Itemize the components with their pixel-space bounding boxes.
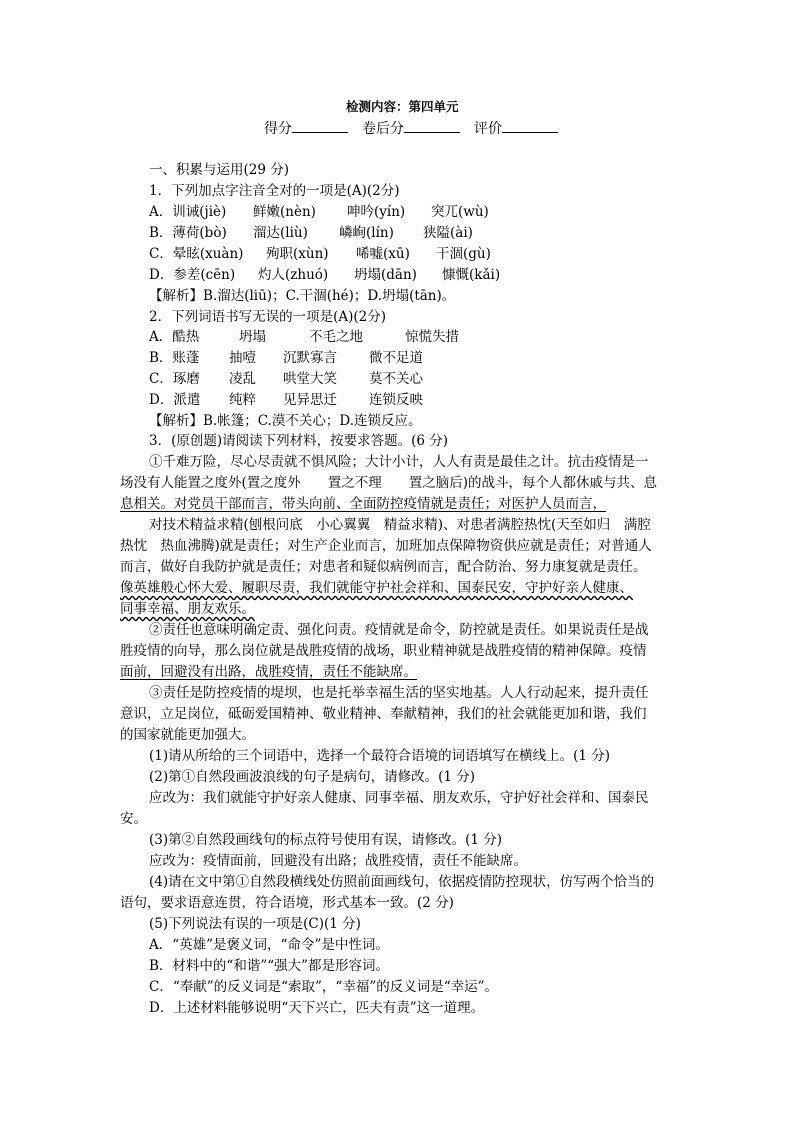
q1-analysis: 【解析】B.溜达(liū)；C.干涸(hé)；D.坍塌(tān)。 bbox=[149, 288, 456, 304]
q3-sub2-answer: 安。 bbox=[120, 811, 147, 827]
score-label: 得分 bbox=[264, 121, 292, 137]
section-heading: 一、积累与运用(29 分) bbox=[149, 162, 290, 178]
q3-sub5-option-d: D．上述材料能够说明“天下兴亡，匹夫有责”这一道理。 bbox=[149, 1000, 485, 1016]
q3-sub5-option-b: B．材料中的“和谐”“强大”都是形容词。 bbox=[149, 958, 390, 974]
q3-sub5: (5)下列说法有误的一项是(C)(1 分) bbox=[149, 916, 361, 932]
q3-sub4: 语句，要求语意连贯，符合语境，形式基本一致。(2 分) bbox=[120, 895, 454, 911]
q3-paragraph1-line: 热忱 热血沸腾)就是责任；对生产企业而言，加班加点保障物资供应就是责任；对普通人 bbox=[120, 538, 652, 554]
q2-option-a: A．酷热 坍塌 不毛之地 惊慌失措 bbox=[149, 329, 459, 345]
after-score-label: 卷后分 bbox=[362, 121, 404, 137]
q1-option-d: D．参差(cēn) 灼人(zhuó) 坍塌(dān) 慷慨(kǎi) bbox=[149, 267, 501, 283]
q3-sub3: (3)第②自然段画线句的标点符号使用有误，请修改。(1 分) bbox=[149, 832, 503, 848]
q2-option-b: B．账蓬 抽噎 沉默寡言 微不足道 bbox=[149, 350, 423, 366]
q1-option-b: B．薄荷(bò) 溜达(liù) 嶙峋(lín) 狭隘(ài) bbox=[149, 225, 473, 241]
q1-option-a: A．训诫(jiè) 鲜嫩(nèn) 呻吟(yín) 突兀(wù) bbox=[149, 204, 489, 220]
q3-paragraph2-line: ②责任也意味明确定责、强化问责。疫情就是命令，防控就是责任。如果说责任是战 bbox=[149, 622, 649, 638]
q3-paragraph2-line: 胜疫情的向导，那么岗位就是战胜疫情的战场，职业精神就是战胜疫情的精神保障。疫情 bbox=[120, 643, 647, 659]
q3-sub2: (2)第①自然段画波浪线的句子是病句，请修改。(1 分) bbox=[149, 769, 476, 785]
q2-analysis: 【解析】B.帐篷；C.漠不关心；D.连锁反应。 bbox=[149, 413, 422, 429]
q3-paragraph1-line: 而言，做好自我防护就是责任；对患者和疑似病例而言，配合防治、努力康复就是责任。 bbox=[120, 559, 647, 575]
q3-sub1: (1)请从所给的三个词语中，选择一个最符合语境的词语填写在横线上。(1 分) bbox=[149, 748, 611, 764]
q3-paragraph3-line: 意识，立足岗位，砥砺爱国精神、敬业精神、奉献精神，我们的社会就能更加和谐，我们 bbox=[120, 706, 647, 722]
q3-sub4: (4)请在文中第①自然段横线处仿照前面画线句，依据疫情防控现状，仿写两个恰当的 bbox=[149, 874, 655, 890]
q3-sub3-answer: 应改为：疫情面前，回避没有出路；战胜疫情，责任不能缺席。 bbox=[149, 853, 527, 869]
q3-stem: 3．(原创题)请阅读下列材料，按要求答题。(6 分) bbox=[149, 433, 449, 449]
q3-paragraph3-line: ③责任是防控疫情的堤坝，也是托举幸福生活的坚实地基。人人行动起来，提升责任 bbox=[149, 685, 649, 701]
after-score-blank[interactable] bbox=[404, 118, 460, 133]
q3-sub5-option-c: C．“奉献”的反义词是“索取”，“幸福”的反义词是“幸运”。 bbox=[149, 979, 499, 995]
q1-stem: 1．下列加点字注音全对的一项是(A)(2分) bbox=[149, 183, 400, 199]
q3-paragraph3-line: 的国家就能更加强大。 bbox=[120, 727, 255, 743]
q2-option-c: C．琢磨 凌乱 哄堂大笑 莫不关心 bbox=[149, 371, 423, 387]
q3-wavy-sentence: 像英雄般心怀大爱、履职尽责，我们就能守护社会祥和、国泰民安，守护好亲人健康、 bbox=[120, 580, 633, 596]
q2-stem: 2．下列词语书写无误的一项是(A)(2分) bbox=[149, 309, 386, 325]
q3-paragraph1-line: 息相关。对党员干部而言，带头向前、全面防控疫情就是责任；对医护人员而言， bbox=[120, 496, 606, 512]
q3-paragraph1-line: ①千难万险，尽心尽责就不惧风险；大计小计，人人有责是最佳之计。抗击疫情是一 bbox=[149, 454, 649, 470]
q2-option-d: D．派遣 纯粹 见异思迁 连锁反映 bbox=[149, 392, 423, 408]
q1-option-c: C．晕眩(xuàn) 殉职(xùn) 唏嘘(xū) 干涸(gù) bbox=[149, 246, 491, 262]
evaluation-label: 评价 bbox=[474, 121, 502, 137]
q3-paragraph1-line: 对技术精益求精(刨根问底 小心翼翼 精益求精)、对患者满腔热忱(天至如归 满腔 bbox=[149, 517, 651, 533]
q3-sub5-option-a: A．“英雄”是褒义词，“命令”是中性词。 bbox=[149, 937, 389, 953]
q3-paragraph1-line: 场没有人能置之度外(置之度外 置之不理 置之脑后)的战斗，每个人都休戚与共、息 bbox=[120, 475, 658, 491]
score-header bbox=[264, 118, 572, 139]
evaluation-blank[interactable] bbox=[502, 118, 558, 133]
q3-underlined-sentence: 面前，回避没有出路，战胜疫情，责任不能缺席。 bbox=[120, 664, 417, 680]
q3-sub2-answer: 应改为：我们就能守护好亲人健康、同事幸福、朋友欢乐，守护好社会祥和、国泰民 bbox=[149, 790, 649, 806]
score-blank[interactable] bbox=[292, 118, 348, 133]
page-title: 检测内容：第四单元 bbox=[346, 99, 459, 114]
q3-wavy-sentence: 同事幸福、朋友欢乐。 bbox=[120, 601, 255, 617]
